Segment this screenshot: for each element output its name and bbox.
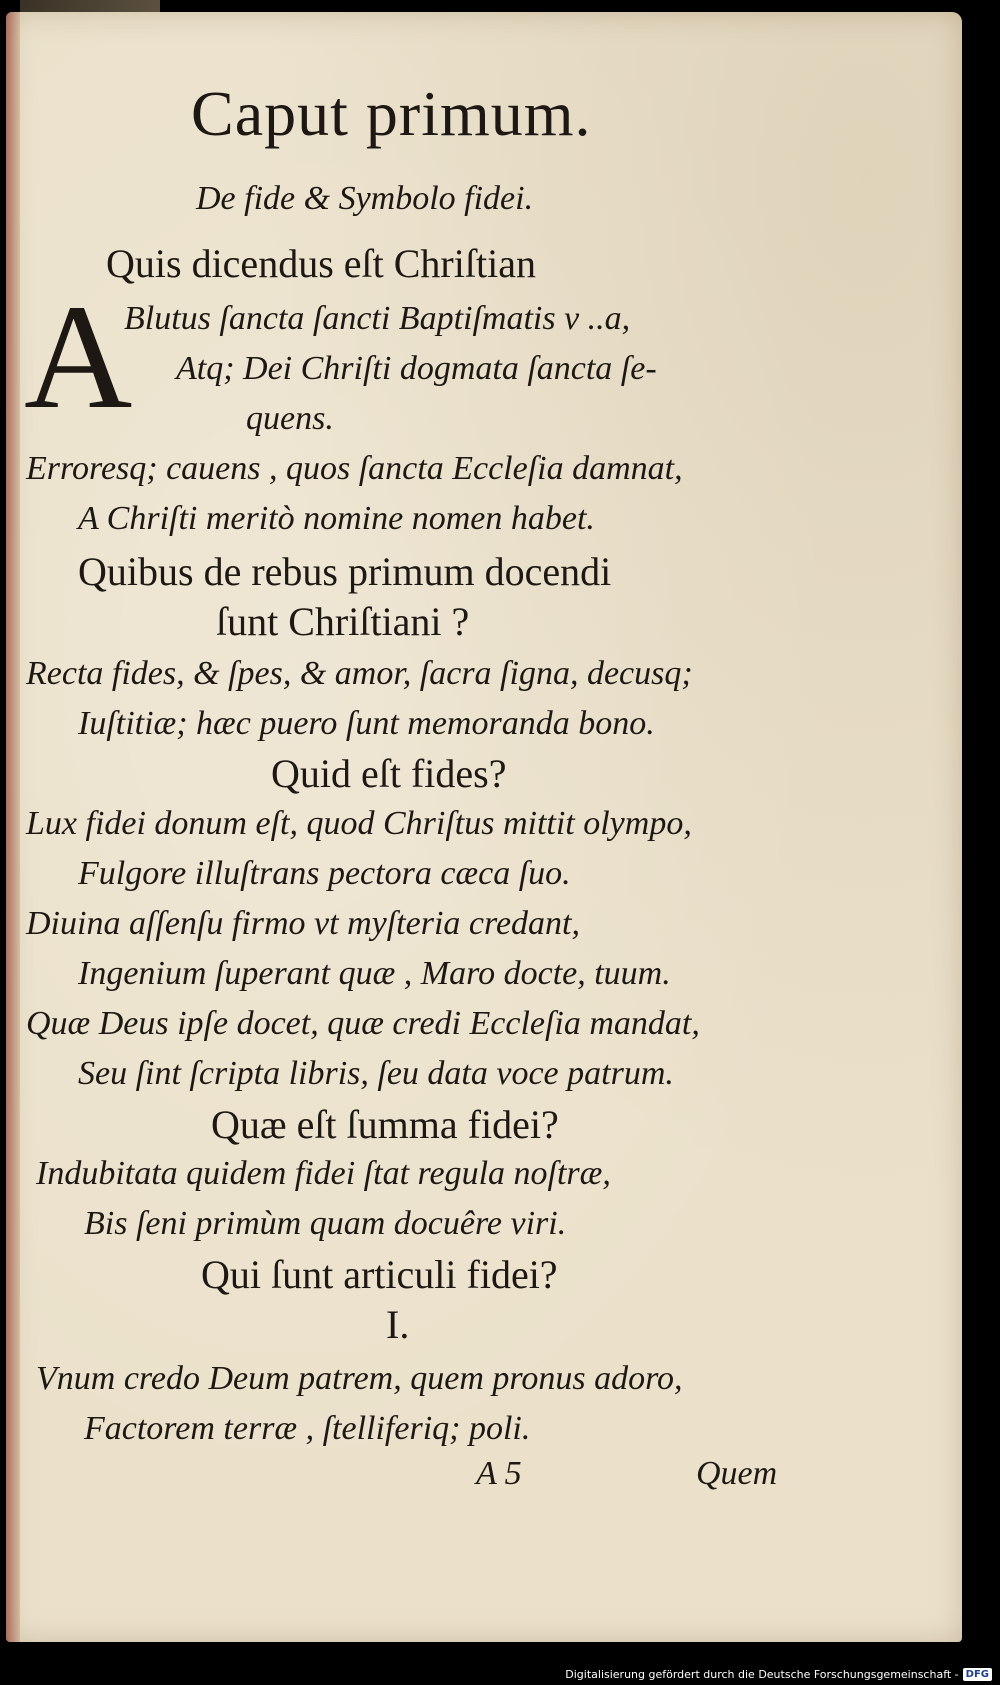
text-line: Seu ſint ſcripta libris, ſeu data voce patrum. bbox=[78, 1055, 674, 1092]
text-line: Ingenium ſuperant quæ , Maro docte, tuum. bbox=[78, 955, 671, 992]
text-line: Recta fides, & ſpes, & amor, ſacra ſigna, decusq; bbox=[26, 655, 693, 692]
digitization-credit bbox=[565, 1668, 992, 1681]
page-edge bbox=[6, 12, 20, 1642]
book-page bbox=[6, 12, 962, 1642]
text-line: Quid eſt fides? bbox=[271, 751, 507, 796]
text-line: Quæ eſt ſumma fidei? bbox=[211, 1102, 559, 1147]
text-line: Factorem terræ , ſtelliferiq; poli. bbox=[84, 1410, 531, 1447]
text-line: Bis ſeni primùm quam docuêre viri. bbox=[84, 1205, 567, 1242]
text-line: Indubitata quidem fidei ſtat regula noſtræ, bbox=[36, 1155, 611, 1192]
credit-text: Digitalisierung gefördert durch die Deutsche Forschungsgemeinschaft - bbox=[565, 1668, 959, 1681]
dfg-logo: DFG bbox=[963, 1668, 992, 1681]
text-line: Quis dicendus eſt Chriſtian bbox=[106, 241, 536, 286]
drop-cap: A bbox=[24, 274, 133, 440]
text-line: Fulgore illuſtrans pectora cæca ſuo. bbox=[78, 855, 571, 892]
text-line: Quibus de rebus primum docendi bbox=[78, 549, 612, 594]
text-line: ſunt Chriſtiani ? bbox=[216, 599, 470, 644]
text-line: Blutus ſancta ſancti Baptiſmatis v ..a, bbox=[124, 300, 631, 337]
text-line: quens. bbox=[246, 400, 334, 437]
text-line: Quæ Deus ipſe docet, quæ credi Eccleſia mandat, bbox=[26, 1005, 700, 1042]
text-line: Atq; Dei Chriſti dogmata ſancta ſe- bbox=[176, 350, 657, 387]
text-line: Diuina aſſenſu firmo vt myſteria credant, bbox=[26, 905, 580, 942]
catchword: Quem bbox=[696, 1455, 778, 1492]
text-line: Qui ſunt articuli fidei? bbox=[201, 1252, 558, 1297]
text-line: Lux fidei donum eſt, quod Chriſtus mittit olympo, bbox=[26, 805, 692, 842]
text-line: A Chriſti meritò nomine nomen habet. bbox=[78, 500, 595, 537]
page-subheading: De fide & Symbolo fidei. bbox=[196, 180, 534, 217]
signature-mark: A 5 bbox=[476, 1455, 522, 1492]
text-line: Vnum credo Deum patrem, quem pronus adoro, bbox=[36, 1360, 683, 1397]
text-line: Iuſtitiæ; hæc puero ſunt memoranda bono. bbox=[78, 705, 655, 742]
text-line: Erroresq; cauens , quos ſancta Eccleſia damnat, bbox=[26, 450, 683, 487]
text-line: I. bbox=[386, 1302, 410, 1347]
page-heading: Caput primum. bbox=[191, 78, 592, 149]
